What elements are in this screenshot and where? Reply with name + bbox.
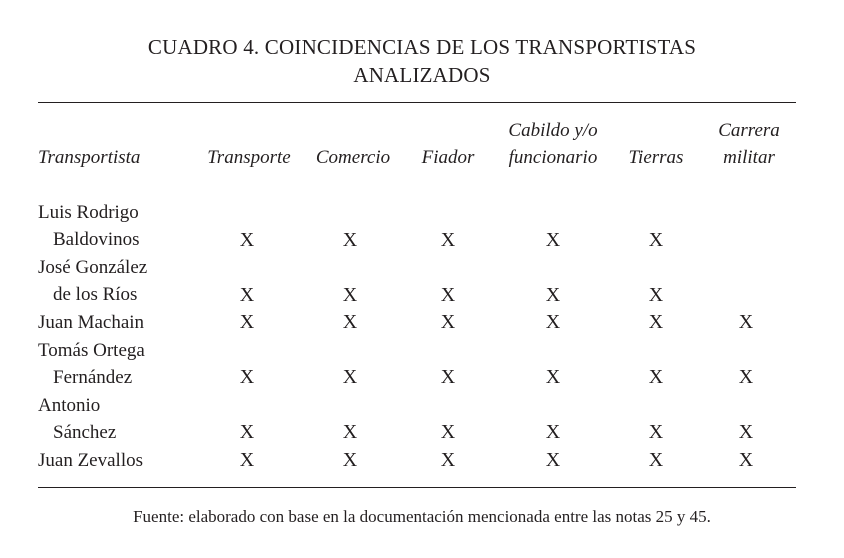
row-name-line-2: de los Ríos (53, 284, 138, 305)
row-name-line-2: Sánchez (53, 421, 117, 443)
table-cell-mark: X (342, 283, 358, 306)
table-cell-mark: X (545, 311, 561, 333)
row-name-line-1: Luis Rodrigo (38, 202, 139, 223)
row-name (38, 309, 144, 336)
table-cell-mark: X (738, 366, 754, 388)
header-comercio: Comercio (315, 147, 391, 168)
table-cell-mark: X (738, 448, 754, 471)
top-rule (38, 102, 796, 103)
row-name (38, 337, 145, 391)
table-cell-mark: X (545, 228, 561, 251)
row-name-line-1: José González (38, 257, 148, 278)
row-name-line-2: Baldovinos (53, 229, 140, 250)
table-cell-mark: X (648, 366, 664, 388)
table-cell-mark: X (440, 421, 456, 443)
header-cabildo (498, 117, 608, 171)
row-name (38, 254, 147, 308)
table-cell-mark: X (342, 228, 358, 251)
table-cell-mark: X (545, 366, 561, 388)
row-name (38, 392, 116, 446)
header-carrera-militar (708, 117, 790, 171)
table-cell-mark: X (239, 448, 255, 471)
table-title-line-2: ANALIZADOS (353, 63, 491, 87)
row-name (38, 199, 140, 253)
header-carrera-line-2: militar (723, 147, 775, 168)
table-cell-mark: X (239, 311, 255, 333)
row-name-line-1: Antonio (38, 394, 101, 416)
header-tierras: Tierras (628, 147, 684, 168)
source-note: Fuente: elaborado con base en la documentación mencionada entre las notas 25 y 45. (133, 507, 711, 526)
header-transportista: Transportista (38, 147, 141, 168)
table-title (0, 33, 844, 89)
header-cabildo-line-1: Cabildo y/o (508, 120, 598, 141)
table-cell-mark: X (440, 448, 456, 471)
table-cell-mark: X (239, 228, 255, 251)
table-cell-mark: X (648, 448, 664, 471)
table-cell-mark: X (342, 311, 358, 333)
row-name-line-1: Tomás Ortega (38, 339, 145, 361)
table-cell-mark: X (342, 421, 358, 443)
row-name (38, 447, 143, 474)
table-cell-mark: X (648, 283, 664, 306)
header-fiador: Fiador (421, 147, 475, 168)
table-cell-mark: X (239, 421, 255, 443)
row-name-line-1: Juan Zevallos (38, 449, 144, 471)
table-cell-mark: X (648, 421, 664, 443)
table-cell-mark: X (545, 421, 561, 443)
table-cell-mark: X (648, 311, 664, 333)
table-cell-mark: X (648, 228, 664, 251)
table-cell-mark: X (239, 366, 255, 388)
table-cell-mark: X (342, 448, 358, 471)
table-cell-mark: X (440, 283, 456, 306)
table-cell-mark: X (545, 448, 561, 471)
header-cabildo-line-2: funcionario (508, 147, 598, 168)
header-transporte: Transporte (207, 147, 291, 168)
table-cell-mark: X (239, 283, 255, 306)
table-cell-mark: X (440, 311, 456, 333)
table-cell-mark: X (440, 366, 456, 388)
table-title-line-1: CUADRO 4. COINCIDENCIAS DE LOS TRANSPORTISTAS (147, 35, 697, 59)
table-cell-mark: X (545, 283, 561, 306)
table-cell-mark: X (738, 421, 754, 443)
row-name-line-2: Fernández (53, 366, 133, 388)
bottom-rule (38, 487, 796, 488)
table-cell-mark: X (342, 366, 358, 388)
header-carrera-line-1: Carrera (718, 120, 780, 141)
table-cell-mark: X (738, 311, 754, 333)
table-cell-mark: X (440, 228, 456, 251)
row-name-line-1: Juan Machain (38, 312, 145, 333)
